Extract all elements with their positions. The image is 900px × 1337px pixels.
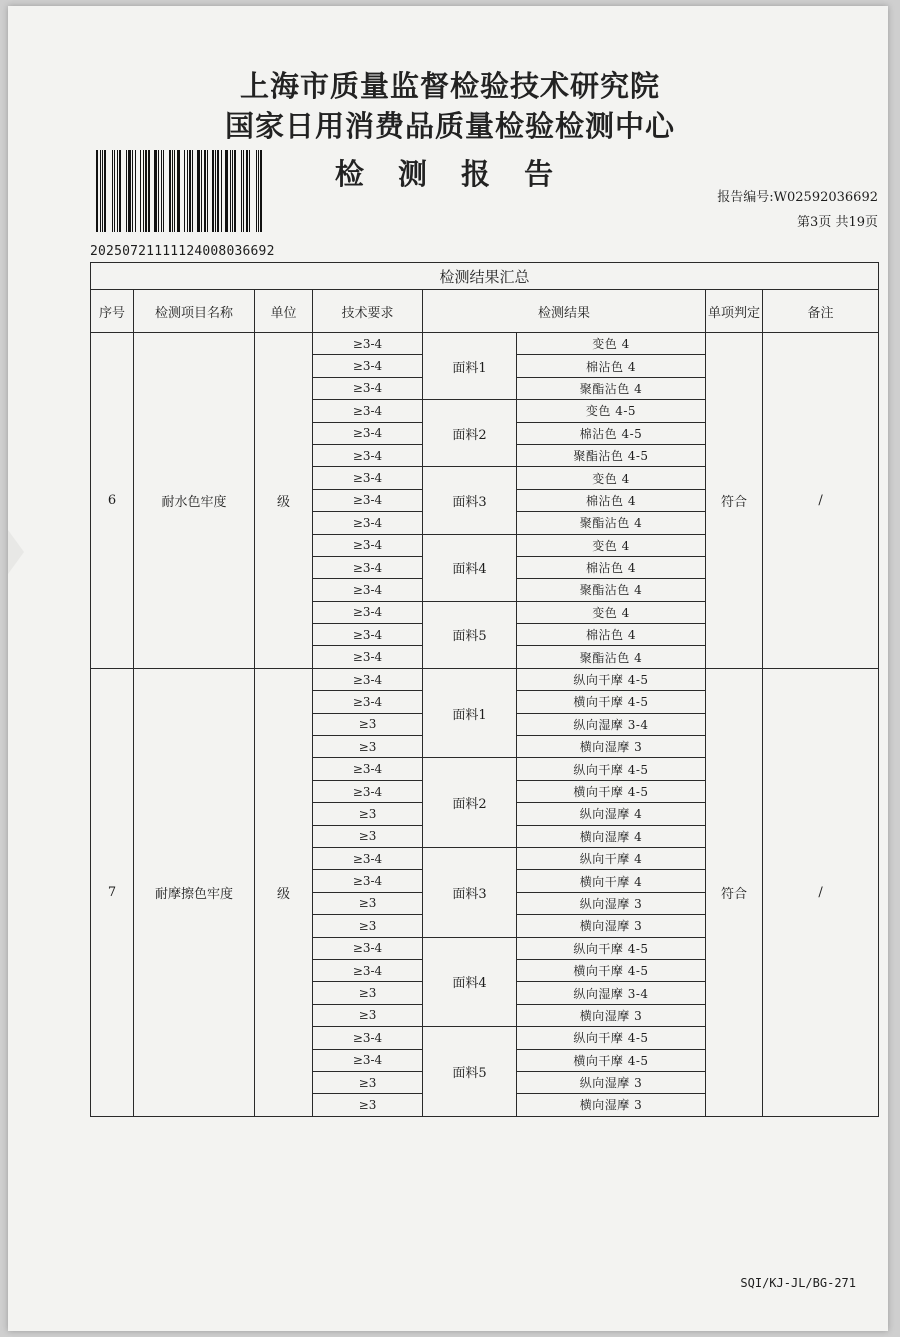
item-judgement: 符合 [706, 668, 763, 1116]
result-cell: 横向湿摩 4 [517, 825, 706, 847]
col-header-seq: 序号 [91, 290, 134, 333]
fabric-label: 面料2 [423, 400, 517, 467]
requirement-cell: ≥3 [313, 1071, 423, 1093]
result-cell: 纵向湿摩 3 [517, 892, 706, 914]
result-cell: 变色 4 [517, 601, 706, 623]
item-judgement: 符合 [706, 333, 763, 669]
col-header-result: 检测结果 [423, 290, 706, 333]
document-title: 检 测 报 告 [334, 157, 566, 191]
item-remark: / [763, 333, 879, 669]
item-seq: 6 [91, 333, 134, 669]
item-name: 耐水色牢度 [134, 333, 255, 669]
fabric-label: 面料4 [423, 937, 517, 1027]
result-cell: 横向湿摩 3 [517, 1004, 706, 1026]
result-cell: 变色 4 [517, 534, 706, 556]
report-number: 报告编号:W02592036692 [717, 190, 878, 205]
result-cell: 纵向湿摩 4 [517, 803, 706, 825]
requirement-cell: ≥3-4 [313, 1027, 423, 1049]
result-cell: 棉沾色 4 [517, 624, 706, 646]
results-summary-table [90, 262, 879, 1117]
requirement-cell: ≥3 [313, 825, 423, 847]
center-title: 国家日用消费品质量检验检测中心 [224, 109, 675, 143]
form-code: SQI/KJ-JL/BG-271 [740, 1276, 856, 1290]
item-unit: 级 [255, 333, 313, 669]
result-cell: 棉沾色 4 [517, 556, 706, 578]
requirement-cell: ≥3-4 [313, 959, 423, 981]
col-header-item: 检测项目名称 [134, 290, 255, 333]
requirement-cell: ≥3 [313, 713, 423, 735]
item-unit: 级 [255, 668, 313, 1116]
requirement-cell: ≥3 [313, 982, 423, 1004]
result-cell: 横向干摩 4-5 [517, 691, 706, 713]
result-cell: 聚酯沾色 4 [517, 579, 706, 601]
requirement-cell: ≥3-4 [313, 668, 423, 690]
barcode-number: 20250721111124008036692 [90, 244, 275, 259]
requirement-cell: ≥3-4 [313, 400, 423, 422]
result-cell: 聚酯沾色 4 [517, 646, 706, 668]
result-cell: 纵向干摩 4-5 [517, 937, 706, 959]
result-cell: 棉沾色 4 [517, 355, 706, 377]
requirement-cell: ≥3-4 [313, 624, 423, 646]
requirement-cell: ≥3-4 [313, 512, 423, 534]
page-indicator: 第3页 共19页 [797, 215, 878, 230]
requirement-cell: ≥3-4 [313, 489, 423, 511]
result-cell: 变色 4 [517, 467, 706, 489]
requirement-cell: ≥3 [313, 803, 423, 825]
requirement-cell: ≥3-4 [313, 355, 423, 377]
requirement-cell: ≥3 [313, 736, 423, 758]
requirement-cell: ≥3-4 [313, 556, 423, 578]
requirement-cell: ≥3-4 [313, 579, 423, 601]
col-header-unit: 单位 [255, 290, 313, 333]
item-seq: 7 [91, 668, 134, 1116]
item-name: 耐摩擦色牢度 [134, 668, 255, 1116]
requirement-cell: ≥3-4 [313, 444, 423, 466]
requirement-cell: ≥3 [313, 1094, 423, 1116]
requirement-cell: ≥3-4 [313, 601, 423, 623]
barcode [96, 150, 268, 232]
result-cell: 纵向干摩 4-5 [517, 758, 706, 780]
fabric-label: 面料2 [423, 758, 517, 848]
result-cell: 变色 4 [517, 333, 706, 355]
requirement-cell: ≥3-4 [313, 1049, 423, 1071]
fabric-label: 面料3 [423, 847, 517, 937]
result-cell: 聚酯沾色 4 [517, 377, 706, 399]
requirement-cell: ≥3-4 [313, 377, 423, 399]
fabric-label: 面料5 [423, 601, 517, 668]
fabric-label: 面料4 [423, 534, 517, 601]
requirement-cell: ≥3-4 [313, 691, 423, 713]
result-cell: 棉沾色 4-5 [517, 422, 706, 444]
requirement-cell: ≥3 [313, 915, 423, 937]
requirement-cell: ≥3 [313, 892, 423, 914]
requirement-cell: ≥3 [313, 1004, 423, 1026]
result-cell: 棉沾色 4 [517, 489, 706, 511]
page-edge-tab [8, 530, 24, 574]
table-row [91, 668, 879, 690]
result-cell: 纵向湿摩 3-4 [517, 713, 706, 735]
result-cell: 横向干摩 4 [517, 870, 706, 892]
fabric-label: 面料3 [423, 467, 517, 534]
result-cell: 聚酯沾色 4-5 [517, 444, 706, 466]
requirement-cell: ≥3-4 [313, 937, 423, 959]
result-cell: 纵向干摩 4-5 [517, 1027, 706, 1049]
col-header-remark: 备注 [763, 290, 879, 333]
result-cell: 变色 4-5 [517, 400, 706, 422]
table-caption: 检测结果汇总 [91, 263, 879, 290]
requirement-cell: ≥3-4 [313, 467, 423, 489]
result-cell: 纵向干摩 4-5 [517, 668, 706, 690]
result-cell: 横向干摩 4-5 [517, 1049, 706, 1071]
result-cell: 横向干摩 4-5 [517, 959, 706, 981]
result-cell: 横向湿摩 3 [517, 736, 706, 758]
result-cell: 横向干摩 4-5 [517, 780, 706, 802]
col-header-judgement: 单项判定 [706, 290, 763, 333]
fabric-label: 面料5 [423, 1027, 517, 1117]
requirement-cell: ≥3-4 [313, 870, 423, 892]
requirement-cell: ≥3-4 [313, 758, 423, 780]
requirement-cell: ≥3-4 [313, 780, 423, 802]
fabric-label: 面料1 [423, 333, 517, 400]
result-cell: 纵向湿摩 3-4 [517, 982, 706, 1004]
requirement-cell: ≥3-4 [313, 422, 423, 444]
requirement-cell: ≥3-4 [313, 646, 423, 668]
requirement-cell: ≥3-4 [313, 534, 423, 556]
result-cell: 横向湿摩 3 [517, 1094, 706, 1116]
result-cell: 横向湿摩 3 [517, 915, 706, 937]
institute-title: 上海市质量监督检验技术研究院 [239, 69, 660, 103]
requirement-cell: ≥3-4 [313, 333, 423, 355]
result-cell: 纵向湿摩 3 [517, 1071, 706, 1093]
fabric-label: 面料1 [423, 668, 517, 758]
requirement-cell: ≥3-4 [313, 847, 423, 869]
result-cell: 聚酯沾色 4 [517, 512, 706, 534]
col-header-requirement: 技术要求 [313, 290, 423, 333]
table-row [91, 333, 879, 355]
result-cell: 纵向干摩 4 [517, 847, 706, 869]
item-remark: / [763, 668, 879, 1116]
